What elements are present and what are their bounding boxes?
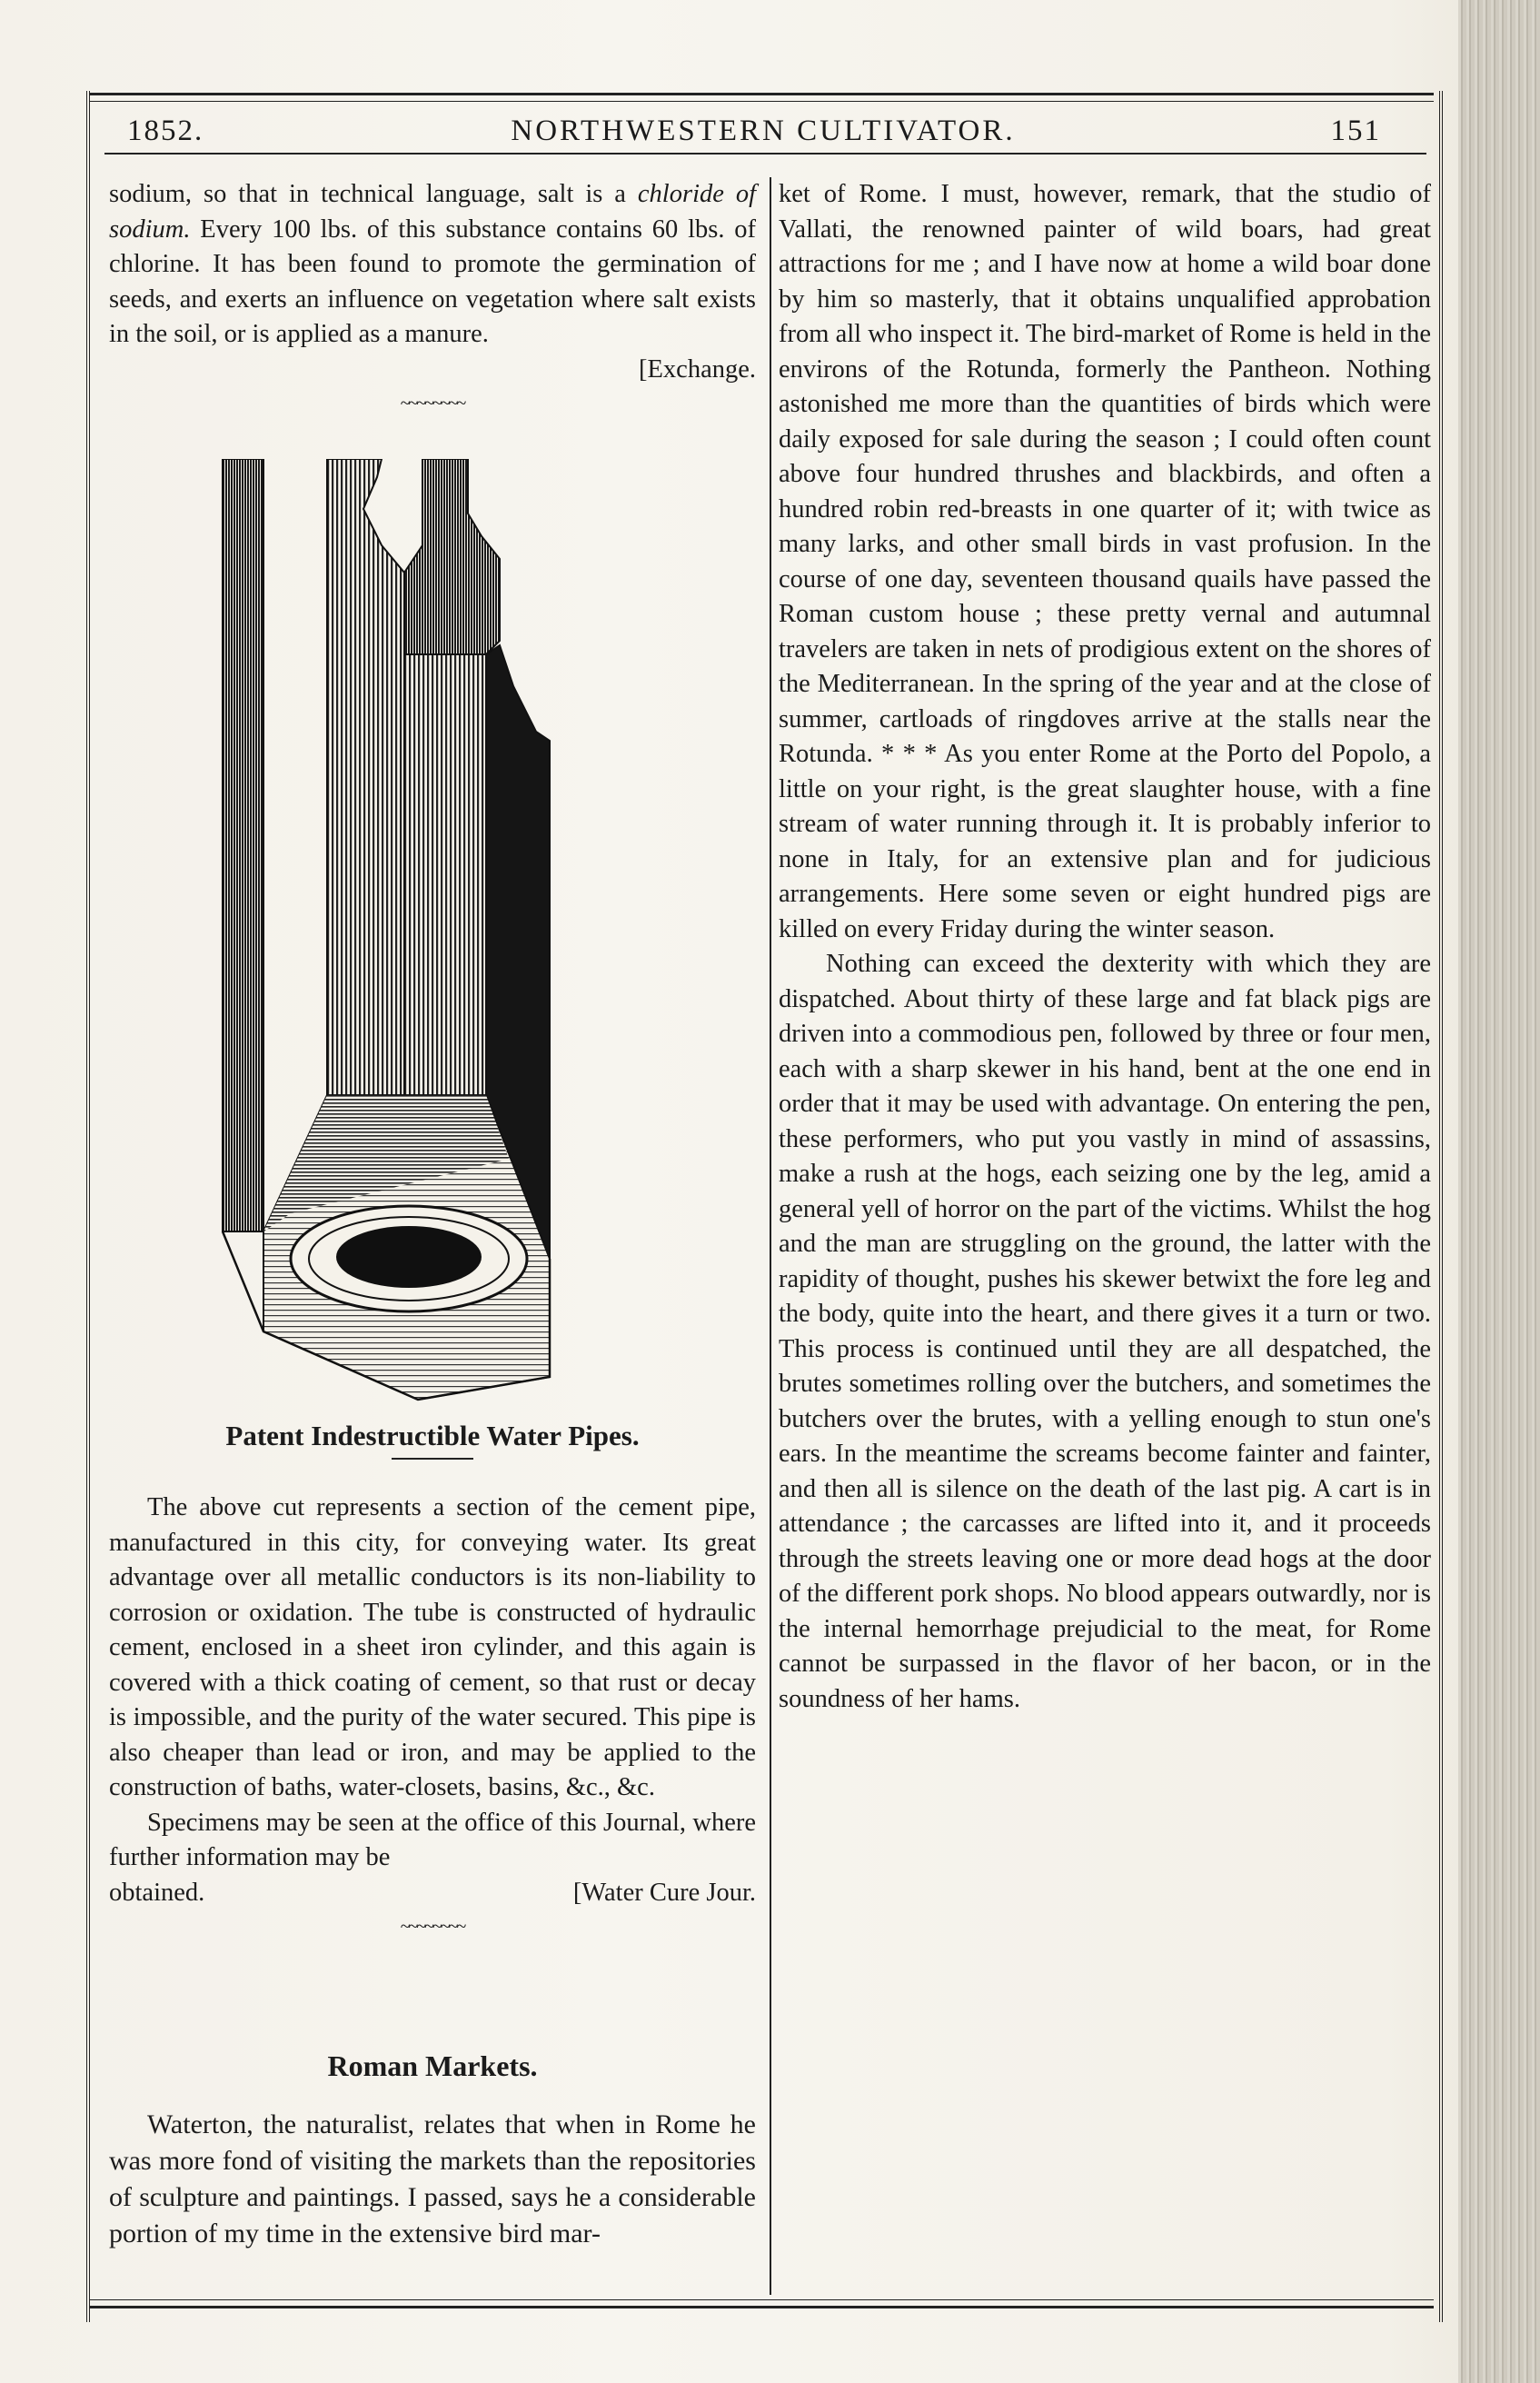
separator-ornament: ~~~~~~~~ bbox=[400, 394, 465, 414]
header-title: NORTHWESTERN CULTIVATOR. bbox=[511, 115, 1016, 147]
pipes-closing-line bbox=[109, 1876, 756, 1911]
right-column bbox=[779, 177, 1431, 1717]
roman-markets-intro bbox=[109, 2107, 756, 2252]
water-pipes-article bbox=[109, 1491, 756, 1941]
header-page-number: 151 bbox=[1330, 115, 1381, 147]
caption-rule bbox=[392, 1458, 473, 1460]
figure-caption bbox=[109, 1420, 756, 1460]
pipe-bore bbox=[336, 1226, 482, 1288]
separator-ornament-2: ~~~~~~~~ bbox=[400, 1917, 465, 1937]
intro-credit: [Exchange. bbox=[639, 354, 756, 384]
pipe-section-illustration bbox=[209, 459, 636, 1404]
left-column-intro bbox=[109, 177, 756, 418]
page-edge-binding bbox=[1458, 0, 1540, 2383]
pipes-last-word: obtained. bbox=[109, 1878, 205, 1907]
bottom-rule bbox=[89, 2299, 1434, 2308]
pipes-credit: [Water Cure Jour. bbox=[572, 1878, 756, 1907]
intro-body: Every 100 lbs. of this substance contains 60 lbs. of chlorine. It has been found to promote the germination of seeds, and exerts an influence on vegetation where salt exists in the soil, or is applied as a manure. bbox=[109, 214, 756, 348]
header-rule bbox=[104, 153, 1426, 155]
right-paragraph-1: ket of Rome. I must, however, remark, that the studio of Vallati, the renowned painter of wild boars, had great attractions for me ; and I have now at home a wild boar done by him so masterly, that it obtains unqualified approbation from all who inspect it. The bird-market of Rome is held in the environs of the Rotunda, formerly the Pantheon. Nothing astonished me more than the quantities of birds which were daily exposed for sale during the season ; I could often count above four hundred thrushes and blackbirds, and often a hundred robin red-breasts in one quarter of it; with twice as many larks, and other small birds in vast profusion. In the course of one day, seventeen thousand quails have passed the Roman custom house ; these pretty vernal and autumnal travelers are taken in nets of prodigious extent on the shores of the Mediterranean. In the spring of the year and at the close of summer, cartloads of ringdoves arrive at the stalls near the Rotunda. * * * As you enter Rome at the Porto del Popolo, a little on your right, is the great slaughter house, with a fine stream of water running through it. It is probably inferior to none in Italy, for an extensive plan and for judicious arrangements. Here some seven or eight hundred pigs are killed on every Friday during the winter season. bbox=[779, 180, 1431, 943]
intro-italic-term: chloride of sodium. bbox=[109, 180, 756, 244]
section-title: Roman Markets. bbox=[327, 2049, 538, 2082]
pipe-mid-strip bbox=[404, 654, 486, 1095]
pipe-front-face bbox=[327, 459, 404, 1095]
right-paragraph-2: Nothing can exceed the dexterity with which they are dispatched. About thirty of these large and fat black pigs are driven into a commodious pen, followed by three or four men, each with a sharp skewer in his hand, bent at the one end in order that it may be used with advantage. On entering the pen, these performers, who put you vastly in mind of assassins, make a rush at the hogs, each seizing one by the leg, amid a general yell of horror on the part of the victims. Whilst the hog and the man are struggling on the ground, the latter with the rapidity of thought, pushes his skewer betwixt the fore leg and the body, quite into the heart, and there gives it a turn or two. This process is continued until they are all despatched, the brutes sometimes rolling over the butchers, and sometimes the butchers over the brutes, with a yelling enough to stun one's ears. In the meantime the screams become fainter and fainter, and then all is silence on the death of the last pig. A cart is in attendance ; the carcasses are lifted into it, and it proceeds through the streets leaving one or more dead hogs at the door of the different pork shops. No blood appears outwardly, nor is the internal hemorrhage prejudicial to the meat, for Rome cannot be surpassed in the flavor of her bacon, or in the soundness of her hams. bbox=[779, 950, 1431, 1713]
intro-paragraph bbox=[109, 177, 756, 353]
pipes-paragraph-2: Specimens may be seen at the office of this Journal, where further information may be bbox=[109, 1808, 756, 1871]
top-rule bbox=[89, 93, 1434, 102]
figure-caption-text: Patent Indestructible Water Pipes. bbox=[225, 1420, 640, 1451]
pipe-right-strip bbox=[404, 459, 500, 654]
running-header bbox=[127, 107, 1399, 153]
column-divider bbox=[770, 177, 771, 2295]
outer-shell-left bbox=[223, 459, 263, 1231]
intro-credit-line bbox=[109, 353, 756, 388]
pipes-paragraph-1: The above cut represents a section of the cement pipe, manufactured in this city, for conveying water. Its great advantage over all metallic conductors is its non-liability to corrosion or oxidation. The tube is constructed of hydraulic cement, enclosed in a sheet iron cylinder, and this again is covered with a thick coating of cement, so that rust or decay is impossible, and the purity of the water secured. This pipe is also cheaper than lead or iron, and may be applied to the construction of baths, water-closets, basins, &c., &c. bbox=[109, 1493, 756, 1801]
roman-paragraph: Waterton, the naturalist, relates that when in Rome he was more fond of visiting the markets than the repositories of sculpture and paintings. I passed, says he a considerable portion of my time in the extensive bird mar- bbox=[109, 2109, 756, 2248]
header-year: 1852. bbox=[127, 115, 204, 147]
intro-prefix: sodium, so that in technical language, salt is a bbox=[109, 180, 626, 208]
